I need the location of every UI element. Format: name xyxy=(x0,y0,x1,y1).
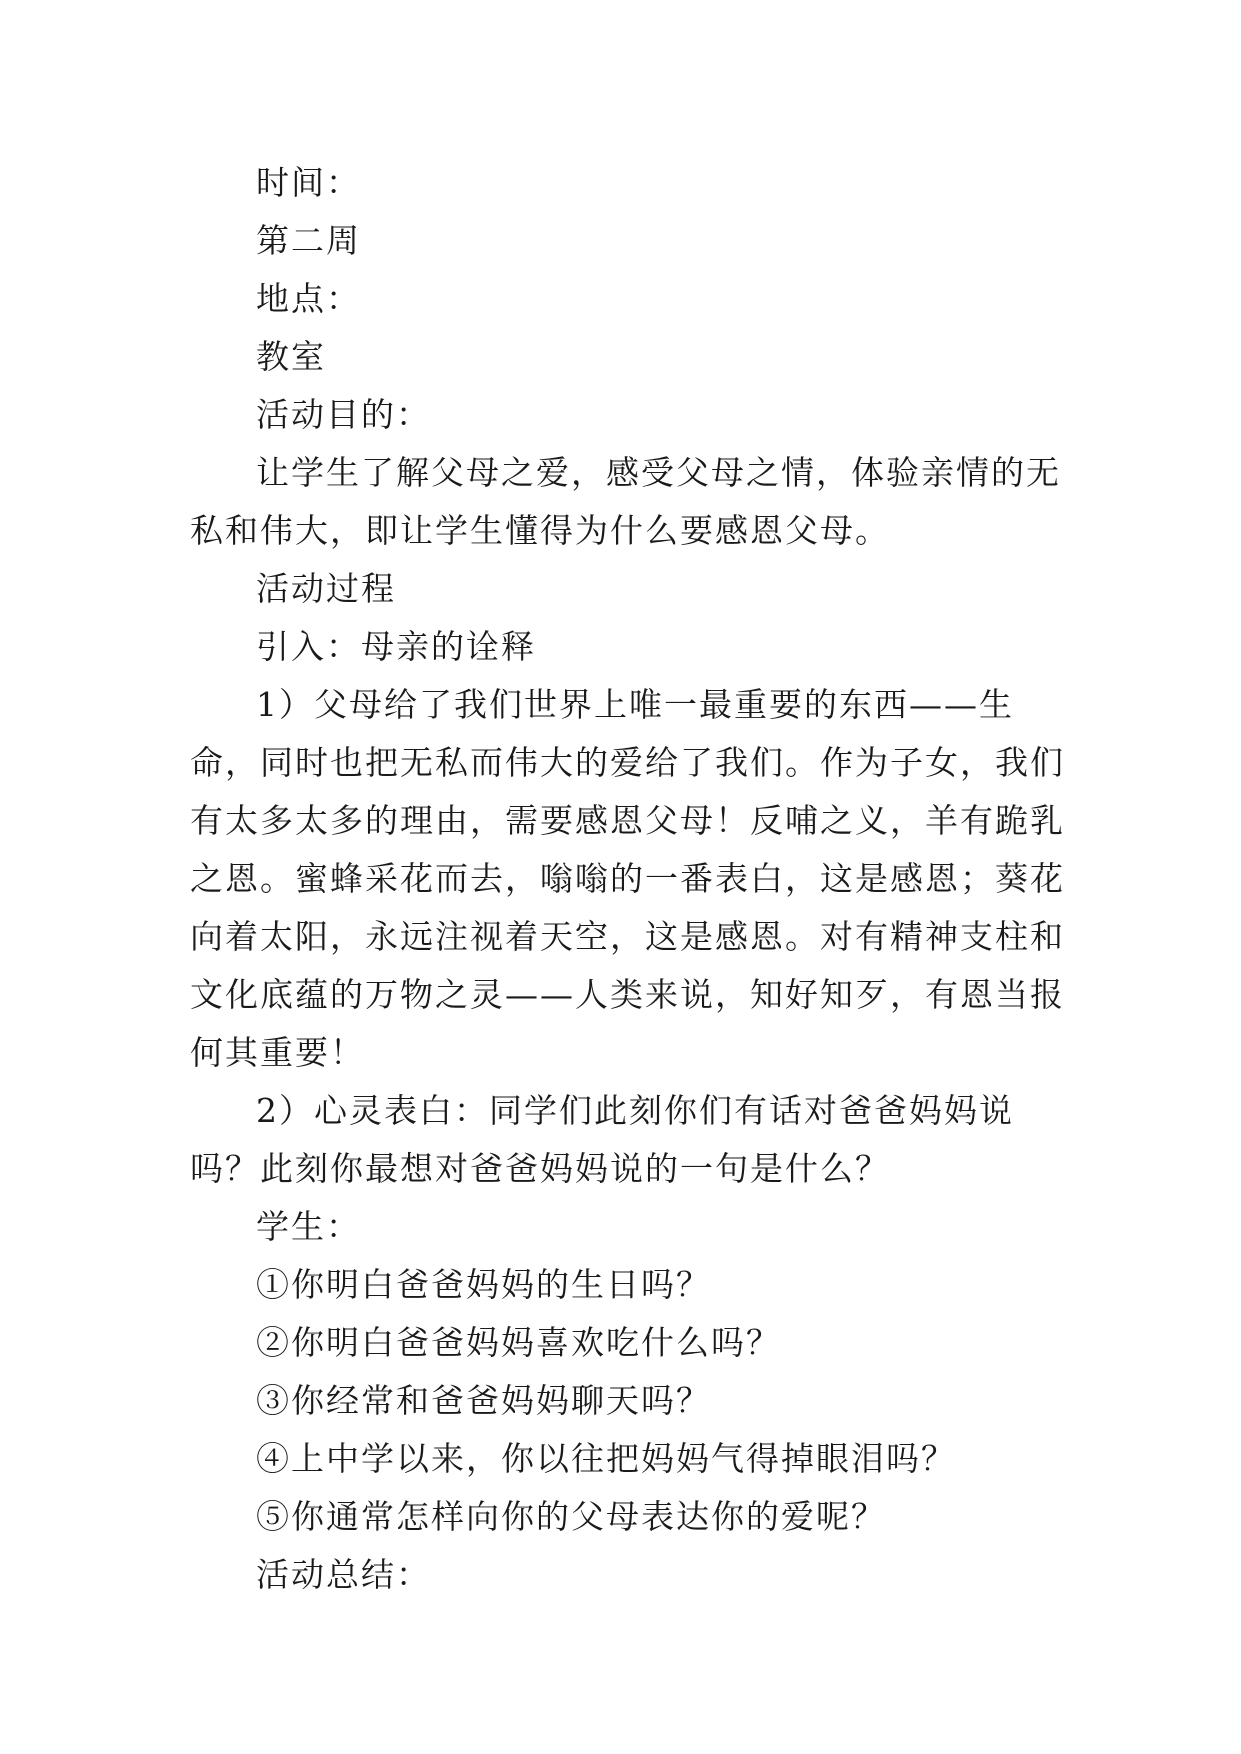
intro-heading: 引入：母亲的诠释 xyxy=(256,627,536,666)
students-label: 学生： xyxy=(256,1207,361,1246)
purpose-label: 活动目的： xyxy=(256,395,431,434)
document-body xyxy=(190,154,1070,1604)
time-label: 时间： xyxy=(256,163,361,202)
question-item: ③你经常和爸爸妈妈聊天吗？ xyxy=(256,1381,711,1420)
time-value: 第二周 xyxy=(256,221,361,260)
step-1-text: 1）父母给了我们世界上唯一最重要的东西——生命，同时也把无私而伟大的爱给了我们。作为子女，我们有太多太多的理由，需要感恩父母！反哺之义，羊有跪乳之恩。蜜蜂采花而去，嗡嗡的一番表白，这是感恩；葵花向着太阳，永远注视着天空，这是感恩。对有精神支柱和文化底蕴的万物之灵——人类来说，知好知歹，有恩当报何其重要！ xyxy=(190,685,1065,1072)
step-2-text: 2）心灵表白：同学们此刻你们有话对爸爸妈妈说吗？此刻你最想对爸爸妈妈说的一句是什么？ xyxy=(190,1091,1014,1188)
process-heading: 活动过程 xyxy=(256,569,396,608)
question-item: ①你明白爸爸妈妈的生日吗？ xyxy=(256,1265,711,1304)
question-item: ④上中学以来，你以往把妈妈气得掉眼泪吗？ xyxy=(256,1439,956,1478)
purpose-text: 让学生了解父母之爱，感受父母之情，体验亲情的无私和伟大，即让学生懂得为什么要感恩父母。 xyxy=(190,453,1061,550)
location-label: 地点： xyxy=(256,279,361,318)
summary-label: 活动总结： xyxy=(256,1555,431,1594)
question-item: ②你明白爸爸妈妈喜欢吃什么吗？ xyxy=(256,1323,781,1362)
question-item: ⑤你通常怎样向你的父母表达你的爱呢？ xyxy=(256,1497,886,1536)
location-value: 教室 xyxy=(256,337,326,376)
